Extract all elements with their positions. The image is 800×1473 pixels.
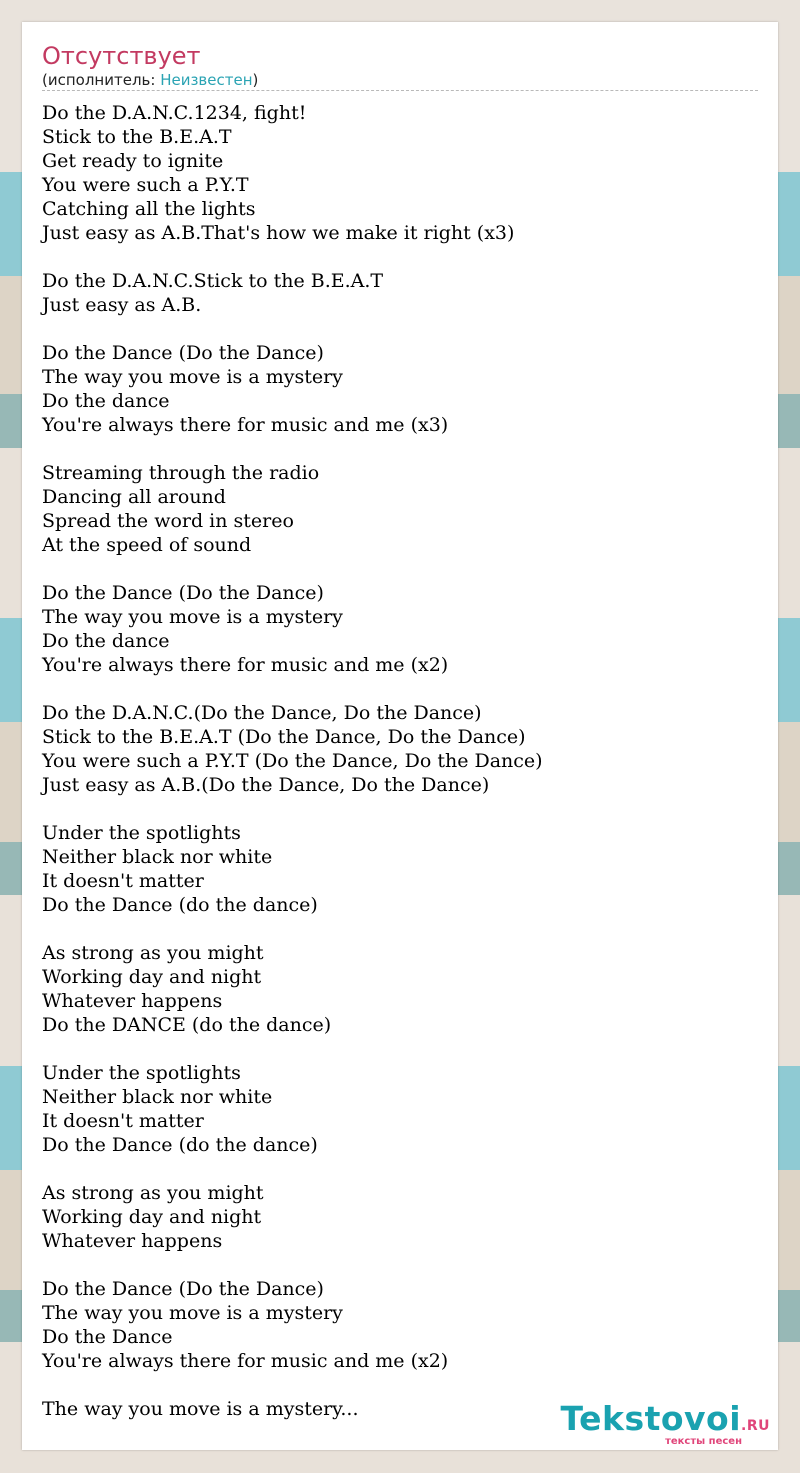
lyrics-line: Do the D.A.N.C.(Do the Dance, Do the Dance) (42, 702, 482, 724)
logo-tagline: тексты песен (665, 1436, 742, 1447)
lyrics-blank-line (42, 797, 758, 821)
lyrics-line: Do the Dance (Do the Dance) (42, 342, 324, 364)
artist-line (42, 71, 258, 89)
lyrics-blank-line (42, 1157, 758, 1181)
lyrics-line: Do the Dance (Do the Dance) (42, 582, 324, 604)
lyrics-line: Under the spotlights (42, 1062, 241, 1084)
lyrics-line: Dancing all around (42, 486, 226, 508)
logo-name: Tekstovoi (560, 1399, 742, 1438)
lyrics-line: Working day and night (42, 1206, 262, 1228)
lyrics-line: You're always there for music and me (x2) (42, 1350, 449, 1372)
lyrics-blank-line (42, 1373, 758, 1397)
lyrics-blank-line (42, 245, 758, 269)
lyrics-line: Do the dance (42, 630, 170, 652)
lyrics-blank-line (42, 317, 758, 341)
lyrics-line: Just easy as A.B.(Do the Dance, Do the Dance) (42, 774, 490, 796)
lyrics-line: You were such a P.Y.T (42, 174, 249, 196)
lyrics-line: Do the Dance (Do the Dance) (42, 1278, 324, 1300)
lyrics-line: Spread the word in stereo (42, 510, 294, 532)
lyrics-line: The way you move is a mystery (42, 366, 343, 388)
lyrics-line: Just easy as A.B.That's how we make it right (x3) (42, 222, 515, 244)
lyrics-line: You're always there for music and me (x2) (42, 654, 449, 676)
lyrics-line: Stick to the B.E.A.T (42, 126, 232, 148)
lyrics-line: It doesn't matter (42, 1110, 204, 1132)
lyrics-line: The way you move is a mystery... (42, 1398, 359, 1420)
lyrics-card (22, 22, 778, 1450)
lyrics-line: Do the DANCE (do the dance) (42, 1014, 332, 1036)
lyrics-blank-line (42, 437, 758, 461)
artist-prefix: (исполнитель: (42, 71, 161, 89)
lyrics-line: Catching all the lights (42, 198, 256, 220)
lyrics-blank-line (42, 1037, 758, 1061)
lyrics-line: At the speed of sound (42, 534, 252, 556)
lyrics-text (42, 101, 758, 1421)
lyrics-line: Just easy as A.B. (42, 294, 202, 316)
lyrics-line: Neither black nor white (42, 1086, 273, 1108)
lyrics-line: Do the dance (42, 390, 170, 412)
lyrics-line: Do the Dance (do the dance) (42, 1134, 318, 1156)
lyrics-line: Neither black nor white (42, 846, 273, 868)
song-title: Отсутствует (42, 42, 201, 70)
lyrics-line: Do the Dance (do the dance) (42, 894, 318, 916)
lyrics-line: The way you move is a mystery (42, 1302, 343, 1324)
lyrics-line: Streaming through the radio (42, 462, 320, 484)
lyrics-line: The way you move is a mystery (42, 606, 343, 628)
site-logo[interactable] (560, 1401, 770, 1448)
lyrics-line: Working day and night (42, 966, 262, 988)
title-divider (42, 90, 758, 91)
lyrics-line: It doesn't matter (42, 870, 204, 892)
lyrics-line: As strong as you might (42, 1182, 264, 1204)
lyrics-line: Whatever happens (42, 990, 223, 1012)
lyrics-blank-line (42, 557, 758, 581)
lyrics-line: Whatever happens (42, 1230, 223, 1252)
lyrics-line: Do the Dance (42, 1326, 173, 1348)
lyrics-line: Get ready to ignite (42, 150, 224, 172)
artist-suffix: ) (252, 71, 259, 89)
artist-link[interactable]: Неизвестен (160, 71, 253, 89)
lyrics-line: You're always there for music and me (x3) (42, 414, 449, 436)
lyrics-line: Do the D.A.N.C.1234, fight! (42, 102, 307, 124)
logo-tld: .RU (741, 1418, 770, 1434)
lyrics-line: Do the D.A.N.C.Stick to the B.E.A.T (42, 270, 384, 292)
lyrics-line: Stick to the B.E.A.T (Do the Dance, Do the Dance) (42, 726, 526, 748)
lyrics-blank-line (42, 1253, 758, 1277)
lyrics-line: As strong as you might (42, 942, 264, 964)
lyrics-blank-line (42, 917, 758, 941)
lyrics-blank-line (42, 677, 758, 701)
lyrics-line: Under the spotlights (42, 822, 241, 844)
lyrics-line: You were such a P.Y.T (Do the Dance, Do the Dance) (42, 750, 543, 772)
